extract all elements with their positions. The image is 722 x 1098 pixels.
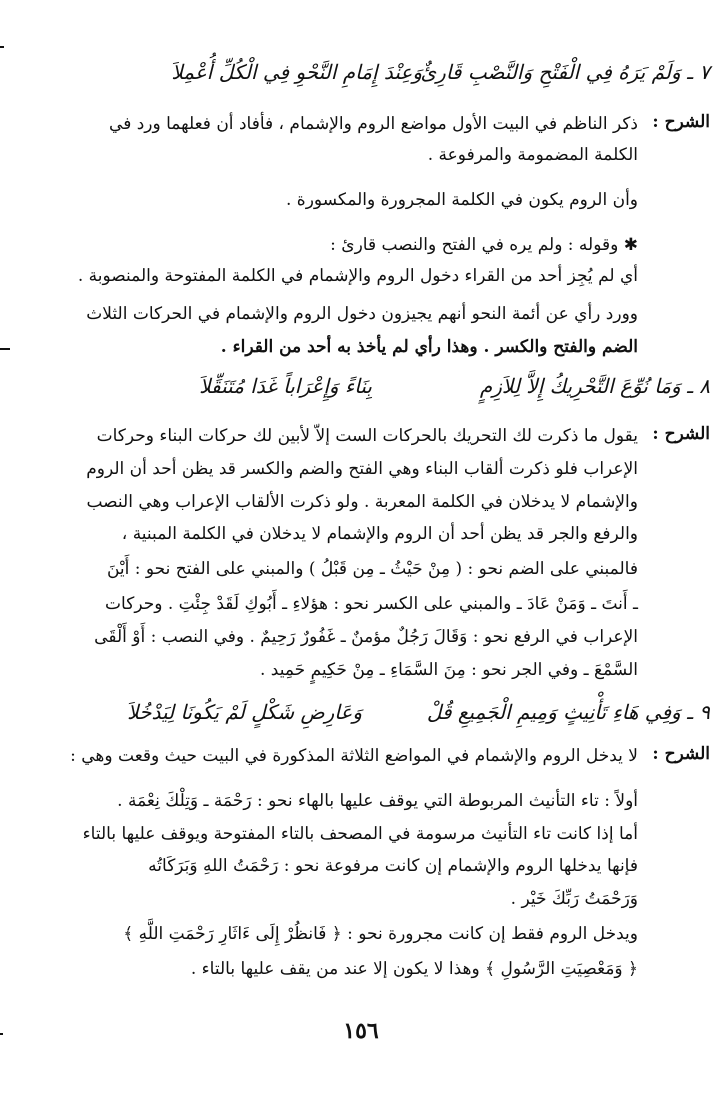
sharh-9-line-6: ويدخل الروم فقط إن كانت مجرورة نحو : ﴿ فَانظُرْ إِلَى ءَاثَارِ رَحْمَتِ اللَّهِ ﴾ [123,924,638,944]
sharh-label-7: الشرح : [652,112,710,132]
sharh-7-line-1: ذكر الناظم في البيت الأول مواضع الروم والإشمام ، فأفاد أن فعلهما ورد في [109,114,638,134]
scan-mark [0,1033,3,1035]
sharh-7-line-5: أي لم يُجِز أحد من القراء دخول الروم والإشمام في الكلمة المفتوحة والمنصوبة . [77,266,638,286]
scan-mark [0,46,4,48]
verse-7-second-hemistich: وَعِنْدَ إِمَامِ النَّحْوِ فِي الْكُلِّ أُعْمِلاَ [171,60,422,84]
sharh-8-line-4: والرفع والجر قد يظن أحد أن الروم والإشمام لا يدخلان في الكلمة المبنية ، [121,524,638,544]
sharh-7-line-4: ✱ وقوله : ولم يره في الفتح والنصب قارئ : [330,235,638,255]
verse-9-second-hemistich: وَعَارِضِ شَكْلٍ لَمْ يَكُونَا لِيَدْخُلاَ [127,700,362,724]
verse-7-first-hemistich: ٧ ـ وَلَمْ يَرَهُ فِي الْفَتْحِ وَالنَّصْبِ قَارِئٌ [420,60,710,84]
sharh-label-9: الشرح : [652,744,710,764]
sharh-8-line-6: ـ أَنتَ ـ وَمَنْ عَادَ ـ والمبني على الكسر نحو : هؤلاءِ ـ أَبُوكِ لَقَدْ جِئْتِ . وحركات [105,594,638,614]
scan-mark [0,348,10,350]
sharh-8-line-7: الإعراب في الرفع نحو : وَقَالَ رَجُلٌ مؤمنٌ ـ غَفُورٌ رَحِيمٌ . وفي النصب : أَوْ أَلْقَى [94,627,638,647]
sharh-8-line-3: والإشمام لا يدخلان في الكلمة المعربة . ولو ذكرت الألقاب الإعراب وهي النصب [86,492,638,512]
verse-8-first-hemistich: ٨ ـ وَمَا نُوِّعَ التَّحْرِيكُ إِلاَّ لِلاَزِمٍ [479,374,710,398]
sharh-8-line-1: يقول ما ذكرت لك التحريك بالحركات الست إلاّ لأبين لك حركات البناء وحركات [96,426,638,446]
verse-9-first-hemistich: ٩ ـ وَفِي هَاءِ تَأْنِيثٍ وَمِيمِ الْجَمِيعِ قُلْ [426,700,710,724]
page-number: ١٥٦ [343,1018,379,1044]
sharh-7-line-3: وأن الروم يكون في الكلمة المجرورة والمكسورة . [285,190,638,210]
sharh-9-line-1: لا يدخل الروم والإشمام في المواضع الثلاثة المذكورة في البيت حيث وقعت وهي : [70,746,638,766]
sharh-label-8: الشرح : [652,424,710,444]
sharh-9-line-4: فإنها يدخلها الروم والإشمام إن كانت مرفوعة نحو : رَحْمَتُ اللهِ وَبَرَكَاتُه [148,856,638,876]
sharh-8-line-5: فالمبني على الضم نحو : ( مِنْ حَيْثُ ـ مِن قَبْلُ ) والمبني على الفتح نحو : أَيْنَ [106,559,638,579]
sharh-9-line-7: ﴿ وَمَعْصِيَتِ الرَّسُولِ ﴾ وهذا لا يكون إلا عند من يقف عليها بالتاء . [190,959,638,979]
sharh-8-line-2: الإعراب فلو ذكرت ألقاب البناء وهي الفتح والضم والكسر قد يظن أحد أن الروم [86,459,638,479]
sharh-7-line-7: الضم والفتح والكسر . وهذا رأي لم يأخذ به أحد من القراء . [220,337,638,357]
sharh-9-line-5: وَرَحْمَتُ رَبِّكَ خَيْر . [510,889,638,909]
sharh-7-line-6: وورد رأي عن أئمة النحو أنهم يجيزون دخول الروم والإشمام في الحركات الثلاث [86,304,638,324]
verse-8-second-hemistich: بِنَاءً وَإِعْرَاباً غَدَا مُتَنَقِّلاَ [199,374,372,398]
sharh-9-line-2: أولاً : تاء التأنيث المربوطة التي يوقف عليها بالهاء نحو : رَحْمَة ـ وَتِلْكَ نِعْمَة . [117,791,638,811]
sharh-7-line-2: الكلمة المضمومة والمرفوعة . [427,145,638,165]
sharh-8-line-8: السَّمْعَ ـ وفي الجر نحو : مِنَ السَّمَاءِ ـ مِنْ حَكِيمٍ حَمِيد . [259,660,638,680]
sharh-9-line-3: أما إذا كانت تاء التأنيث مرسومة في المصحف بالتاء المفتوحة ويوقف عليها بالتاء [82,824,638,844]
